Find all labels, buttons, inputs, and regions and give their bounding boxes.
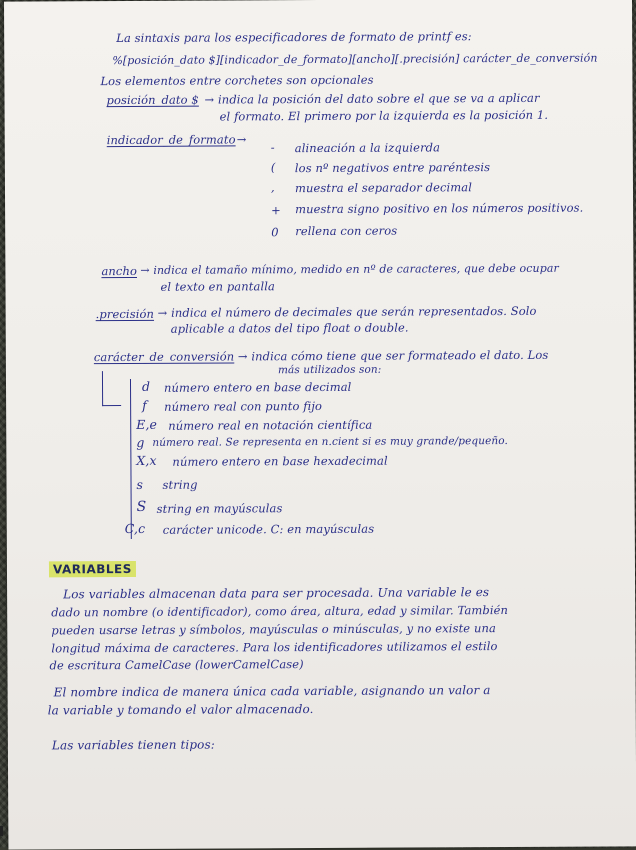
- intro-line-2: %[posición_dato $][indicador_de_formato][ancho][.precisión] carácter_de_conversión: [112, 51, 598, 68]
- conversion-sym: f: [142, 397, 147, 413]
- conversion-sym: S: [136, 498, 147, 515]
- conversion-desc: string en mayúsculas: [156, 501, 283, 516]
- conversion-desc: carácter unicode. C: en mayúsculas: [162, 521, 375, 537]
- conversion-label: carácter_de_conversión: [93, 349, 235, 365]
- indicador-sym: (: [270, 160, 276, 175]
- conversion-text-2: más utilizados son:: [277, 363, 382, 377]
- precision-text-1: → indica el número de decimales que serán representados. Solo: [157, 303, 537, 320]
- indicador-sym: 0: [271, 225, 279, 240]
- indicador-sym: ,: [270, 180, 275, 195]
- conversion-sym: s: [136, 476, 144, 492]
- variables-heading: [49, 562, 136, 576]
- conversion-desc: número entero en base hexadecimal: [172, 453, 388, 469]
- conversion-list-line: [130, 379, 132, 539]
- posicion-text-2: el formato. El primero por la izquierda es la posición 1.: [219, 107, 549, 124]
- conversion-desc: string: [162, 477, 198, 492]
- variables-p1-line: dado un nombre (o identificador), como área, altura, edad y similar. También: [51, 603, 509, 620]
- variables-p1-line: longitud máxima de caracteres. Para los identificadores utilizamos el estilo: [51, 639, 498, 656]
- variables-p1-line: de escritura CamelCase (lowerCamelCase): [49, 657, 304, 673]
- ancho-text-1: → indica el tamaño mínimo, medido en nº de caracteres, que debe ocupar: [140, 261, 559, 277]
- conversion-text-1: → indica cómo tiene que ser formateado el dato. Los: [237, 347, 549, 364]
- indicador-desc: muestra el separador decimal: [294, 180, 473, 196]
- indicador-desc: alineación a la izquierda: [294, 140, 441, 156]
- posicion-label: posición_dato $: [106, 92, 199, 108]
- ancho-label: ancho: [101, 263, 137, 279]
- conversion-desc: número real en notación científica: [168, 417, 373, 433]
- precision-label: .precisión: [95, 306, 155, 322]
- variables-p1-line: Los variables almacenan data para ser procesada. Una variable le es: [63, 585, 490, 602]
- indicador-sym: -: [270, 140, 275, 155]
- conversion-sym: E,e: [136, 416, 158, 432]
- conversion-desc: número real con punto fijo: [164, 398, 323, 414]
- conversion-sym: C,c: [124, 520, 146, 537]
- intro-line-3: Los elementos entre corchetes son opcionales: [100, 72, 374, 89]
- indicador-label: indicador_de_formato: [106, 132, 236, 148]
- indicador-arrow: →: [236, 132, 247, 147]
- variables-p3: Las variables tienen tipos:: [51, 737, 215, 753]
- variables-p2-line: la variable y tomando el valor almacenado.: [47, 702, 314, 718]
- conversion-desc: número entero en base decimal: [163, 379, 352, 395]
- indicador-desc: rellena con ceros: [295, 223, 398, 239]
- conversion-sym: X,x: [136, 452, 157, 468]
- indicador-desc: los nº negativos entre paréntesis: [294, 160, 491, 176]
- variables-p2-line: El nombre indica de manera única cada variable, asignando un valor a: [53, 683, 491, 700]
- notebook-page: [4, 0, 636, 850]
- intro-line-1: La sintaxis para los especificadores de formato de printf es:: [116, 29, 472, 46]
- posicion-text-1: → indica la posición del dato sobre el que se va a aplicar: [204, 90, 540, 107]
- precision-text-2: aplicable a datos del tipo float o double.: [170, 320, 409, 336]
- conversion-desc: número real. Se representa en n.cient si es muy grande/pequeño.: [152, 435, 508, 449]
- conversion-bracket: [102, 371, 121, 406]
- ancho-text-2: el texto en pantalla: [160, 279, 275, 294]
- variables-p1-line: pueden usarse letras y símbolos, mayúsculas o minúsculas, y no existe una: [51, 621, 496, 638]
- page-edge-mark: [0, 826, 3, 836]
- variables-heading-text: VARIABLES: [49, 561, 136, 577]
- conversion-sym: d: [141, 378, 151, 394]
- conversion-sym: g: [136, 434, 145, 450]
- indicador-desc: muestra signo positivo en los números positivos.: [295, 200, 584, 217]
- indicador-sym: +: [271, 203, 281, 218]
